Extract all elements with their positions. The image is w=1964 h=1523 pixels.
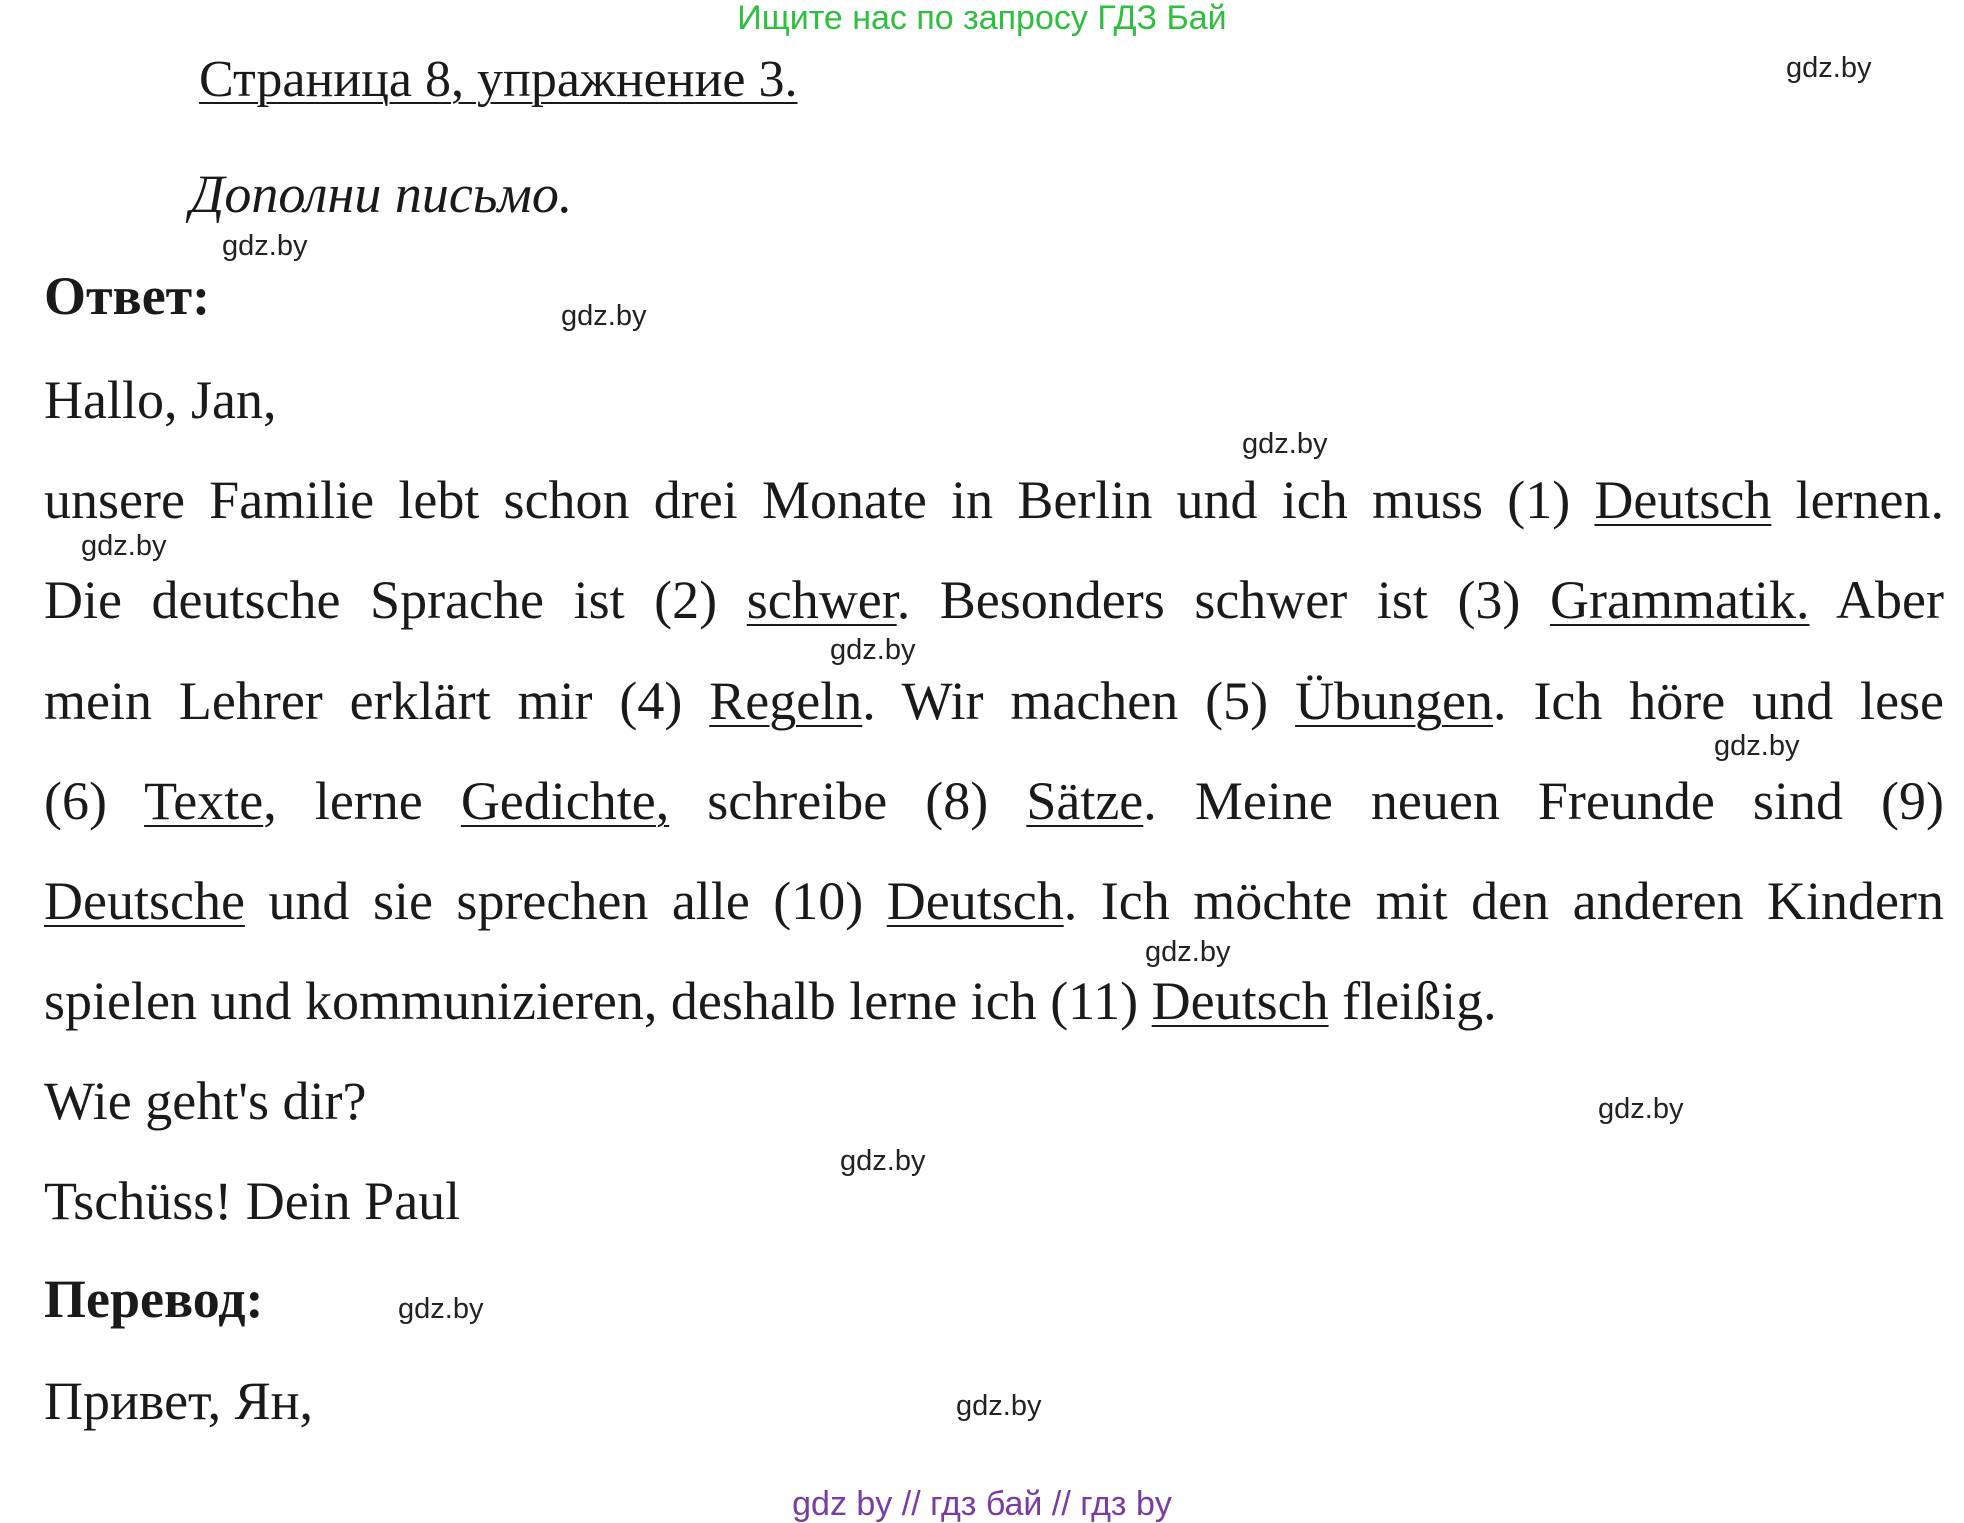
line-text: fleißig.: [1328, 971, 1497, 1031]
letter-question: Wie geht's dir?: [44, 1071, 367, 1131]
letter-line-5: [44, 869, 1944, 933]
task-instruction: Дополни письмо.: [190, 164, 573, 224]
line-text: schreibe (8): [669, 771, 1027, 831]
answer-word: Texte: [144, 771, 264, 831]
answer-word: Grammatik.: [1550, 570, 1810, 630]
search-banner: Ищите нас по запросу ГДЗ Бай: [737, 0, 1227, 37]
letter-line-1: [44, 468, 1944, 532]
watermark: gdz.by: [840, 1145, 926, 1177]
line-text: Die deutsche Sprache ist (2): [44, 570, 747, 630]
line-text: , lerne: [263, 771, 461, 831]
translation-greeting: Привет, Ян,: [44, 1371, 313, 1431]
watermark: gdz.by: [1598, 1093, 1684, 1125]
watermark: gdz.by: [1714, 730, 1800, 762]
line-text: . Wir machen (5): [862, 671, 1296, 731]
answer-word: Regeln: [709, 671, 863, 731]
letter-line-6: [44, 969, 1944, 1033]
answer-word: schwer: [746, 570, 897, 630]
exercise-heading: Страница 8, упражнение 3.: [199, 51, 798, 108]
watermark: gdz.by: [830, 634, 916, 666]
watermark: gdz.by: [561, 300, 647, 332]
line-text: unsere Familie lebt schon drei Monate in Berlin und ich muss (1): [44, 470, 1595, 530]
translation-label: Перевод:: [44, 1269, 264, 1329]
watermark: gdz.by: [1242, 428, 1328, 460]
answer-word: Sätze: [1026, 771, 1144, 831]
watermark: gdz.by: [398, 1293, 484, 1325]
watermark: gdz.by: [1145, 936, 1231, 968]
letter-line-3: [44, 669, 1944, 733]
line-text: mein Lehrer erklärt mir (4): [44, 671, 710, 731]
answer-word: Deutsche: [44, 871, 245, 931]
line-text: und sie sprechen alle (10): [244, 871, 887, 931]
watermark: gdz.by: [1786, 52, 1872, 84]
watermark: gdz.by: [222, 230, 308, 262]
watermark: gdz.by: [956, 1390, 1042, 1422]
line-text: . Ich möchte mit den anderen Kindern: [1063, 871, 1944, 931]
answer-word: Deutsch: [1594, 470, 1772, 530]
watermark: gdz.by: [81, 530, 167, 562]
line-text: . Ich höre und lese: [1493, 671, 1945, 731]
letter-greeting: Hallo, Jan,: [44, 370, 277, 430]
line-text: (6): [44, 771, 145, 831]
line-text: spielen und kommunizieren, deshalb lerne ich (11): [44, 971, 1152, 1031]
footer-watermark: gdz by // гдз бай // гдз by: [792, 1485, 1172, 1523]
answer-word: Deutsch: [886, 871, 1064, 931]
answer-word: Deutsch: [1151, 971, 1329, 1031]
line-text: lernen.: [1771, 470, 1945, 530]
line-text: . Meine neuen Freunde sind (9): [1143, 771, 1944, 831]
letter-line-2: [44, 568, 1944, 632]
line-text: Aber: [1809, 570, 1945, 630]
answer-word: Übungen: [1295, 671, 1494, 731]
letter-line-4: [44, 769, 1944, 833]
answer-word: Gedichte,: [460, 771, 670, 831]
answer-label: Ответ:: [44, 266, 211, 326]
letter-closing: Tschüss! Dein Paul: [44, 1171, 461, 1231]
line-text: . Besonders schwer ist (3): [896, 570, 1551, 630]
